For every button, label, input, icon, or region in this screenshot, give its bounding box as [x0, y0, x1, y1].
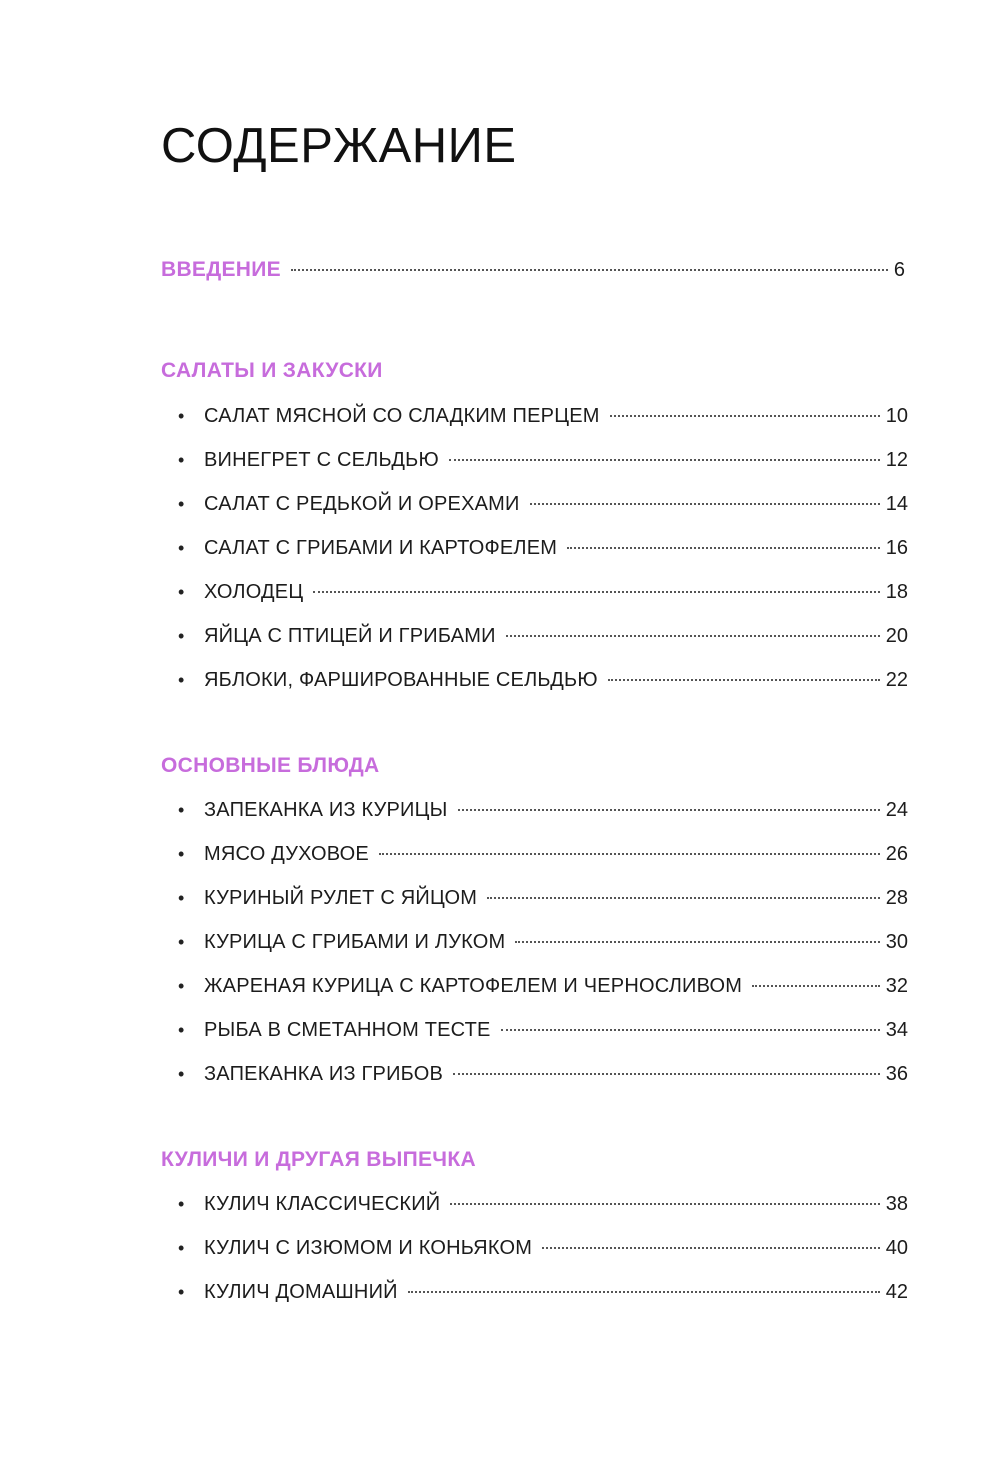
bullet-icon: • [178, 582, 185, 602]
toc-entry-page-number: 28 [885, 887, 908, 909]
bullet-icon: • [178, 626, 185, 646]
toc-entry[interactable] [178, 577, 908, 607]
toc-entry-label: КУЛИЧ С ИЗЮМОМ И КОНЬЯКОМ [204, 1237, 533, 1259]
dot-leader [458, 809, 880, 811]
bullet-icon: • [178, 1020, 185, 1040]
section-heading-label: КУЛИЧИ И ДРУГАЯ ВЫПЕЧКА [161, 1148, 476, 1171]
intro-page-number: 6 [893, 259, 905, 281]
bullet-icon: • [178, 1282, 185, 1302]
dot-leader [530, 503, 880, 505]
toc-entry-page-number: 24 [885, 799, 908, 821]
bullet-icon: • [178, 888, 185, 908]
dot-leader [752, 985, 880, 987]
dot-leader [487, 897, 880, 899]
bullet-icon: • [178, 1064, 185, 1084]
toc-entry-label: РЫБА В СМЕТАННОМ ТЕСТЕ [204, 1019, 491, 1041]
intro-label: ВВЕДЕНИЕ [161, 258, 281, 281]
toc-entry[interactable] [178, 1233, 908, 1263]
toc-entry[interactable] [178, 1189, 908, 1219]
dot-leader [501, 1029, 880, 1031]
toc-entry-page-number: 26 [885, 843, 908, 865]
dot-leader [453, 1073, 880, 1075]
dot-leader [450, 1203, 879, 1205]
bullet-icon: • [178, 800, 185, 820]
bullet-icon: • [178, 450, 185, 470]
dot-leader [608, 679, 880, 681]
toc-entry-label: САЛАТ МЯСНОЙ СО СЛАДКИМ ПЕРЦЕМ [204, 405, 600, 427]
toc-entry-page-number: 12 [885, 449, 908, 471]
toc-entry-page-number: 18 [885, 581, 908, 603]
dot-leader [449, 459, 880, 461]
toc-entry[interactable] [178, 489, 908, 519]
bullet-icon: • [178, 1194, 185, 1214]
toc-entry-label: ВИНЕГРЕТ С СЕЛЬДЬЮ [204, 449, 439, 471]
toc-entry-page-number: 14 [885, 493, 908, 515]
bullet-icon: • [178, 538, 185, 558]
toc-entry-label: ЗАПЕКАНКА ИЗ ГРИБОВ [204, 1063, 444, 1085]
toc-entry-page-number: 32 [885, 975, 908, 997]
toc-entry-page-number: 20 [885, 625, 908, 647]
toc-entry-label: САЛАТ С РЕДЬКОЙ И ОРЕХАМИ [204, 493, 520, 515]
bullet-icon: • [178, 670, 185, 690]
toc-entry-label: КУЛИЧ ДОМАШНИЙ [204, 1281, 398, 1303]
toc-entry[interactable] [178, 445, 908, 475]
toc-entry-label: МЯСО ДУХОВОЕ [204, 843, 369, 865]
toc-entry[interactable] [178, 839, 908, 869]
bullet-icon: • [178, 406, 185, 426]
toc-entry[interactable] [178, 621, 908, 651]
toc-entry[interactable] [178, 1059, 908, 1089]
dot-leader [567, 547, 880, 549]
bullet-icon: • [178, 1238, 185, 1258]
section-heading-label: ОСНОВНЫЕ БЛЮДА [161, 754, 380, 777]
toc-entry-page-number: 30 [885, 931, 908, 953]
toc-entry-label: КУРИНЫЙ РУЛЕТ С ЯЙЦОМ [204, 887, 478, 909]
toc-entry-page-number: 10 [885, 405, 908, 427]
toc-entry-page-number: 40 [885, 1237, 908, 1259]
toc-entry-page-number: 42 [885, 1281, 908, 1303]
bullet-icon: • [178, 494, 185, 514]
toc-entry-page-number: 34 [885, 1019, 908, 1041]
dot-leader [291, 269, 888, 271]
dot-leader [379, 853, 880, 855]
bullet-icon: • [178, 844, 185, 864]
toc-entry-label: ЗАПЕКАНКА ИЗ КУРИЦЫ [204, 799, 448, 821]
toc-entry-page-number: 38 [885, 1193, 908, 1215]
toc-entry[interactable] [178, 795, 908, 825]
dot-leader [506, 635, 880, 637]
toc-entry-label: ХОЛОДЕЦ [204, 581, 304, 603]
toc-entry-label: ЯЙЦА С ПТИЦЕЙ И ГРИБАМИ [204, 625, 496, 647]
dot-leader [542, 1247, 880, 1249]
page-title: СОДЕРЖАНИЕ [161, 119, 517, 173]
dot-leader [515, 941, 879, 943]
section-heading-main-dishes [161, 751, 905, 781]
toc-entry[interactable] [178, 883, 908, 913]
toc-entry[interactable] [178, 401, 908, 431]
toc-entry[interactable] [178, 533, 908, 563]
toc-entry-page-number: 22 [885, 669, 908, 691]
toc-entry[interactable] [178, 1277, 908, 1307]
dot-leader [610, 415, 880, 417]
toc-entry-label: САЛАТ С ГРИБАМИ И КАРТОФЕЛЕМ [204, 537, 558, 559]
toc-entry-page-number: 16 [885, 537, 908, 559]
toc-entry[interactable] [178, 971, 908, 1001]
section-heading-salads [161, 356, 905, 386]
toc-entry-label: КУРИЦА С ГРИБАМИ И ЛУКОМ [204, 931, 506, 953]
toc-entry-label: ЯБЛОКИ, ФАРШИРОВАННЫЕ СЕЛЬДЬЮ [204, 669, 598, 691]
toc-entry-intro[interactable] [161, 255, 905, 285]
toc-entry[interactable] [178, 665, 908, 695]
toc-entry[interactable] [178, 927, 908, 957]
dot-leader [313, 591, 879, 593]
bullet-icon: • [178, 976, 185, 996]
toc-entry-page-number: 36 [885, 1063, 908, 1085]
section-heading-baking [161, 1145, 905, 1175]
toc-entry-label: КУЛИЧ КЛАССИЧЕСКИЙ [204, 1193, 441, 1215]
toc-entry-label: ЖАРЕНАЯ КУРИЦА С КАРТОФЕЛЕМ И ЧЕРНОСЛИВОМ [204, 975, 743, 997]
toc-entry[interactable] [178, 1015, 908, 1045]
bullet-icon: • [178, 932, 185, 952]
dot-leader [408, 1291, 880, 1293]
section-heading-label: САЛАТЫ И ЗАКУСКИ [161, 359, 383, 382]
